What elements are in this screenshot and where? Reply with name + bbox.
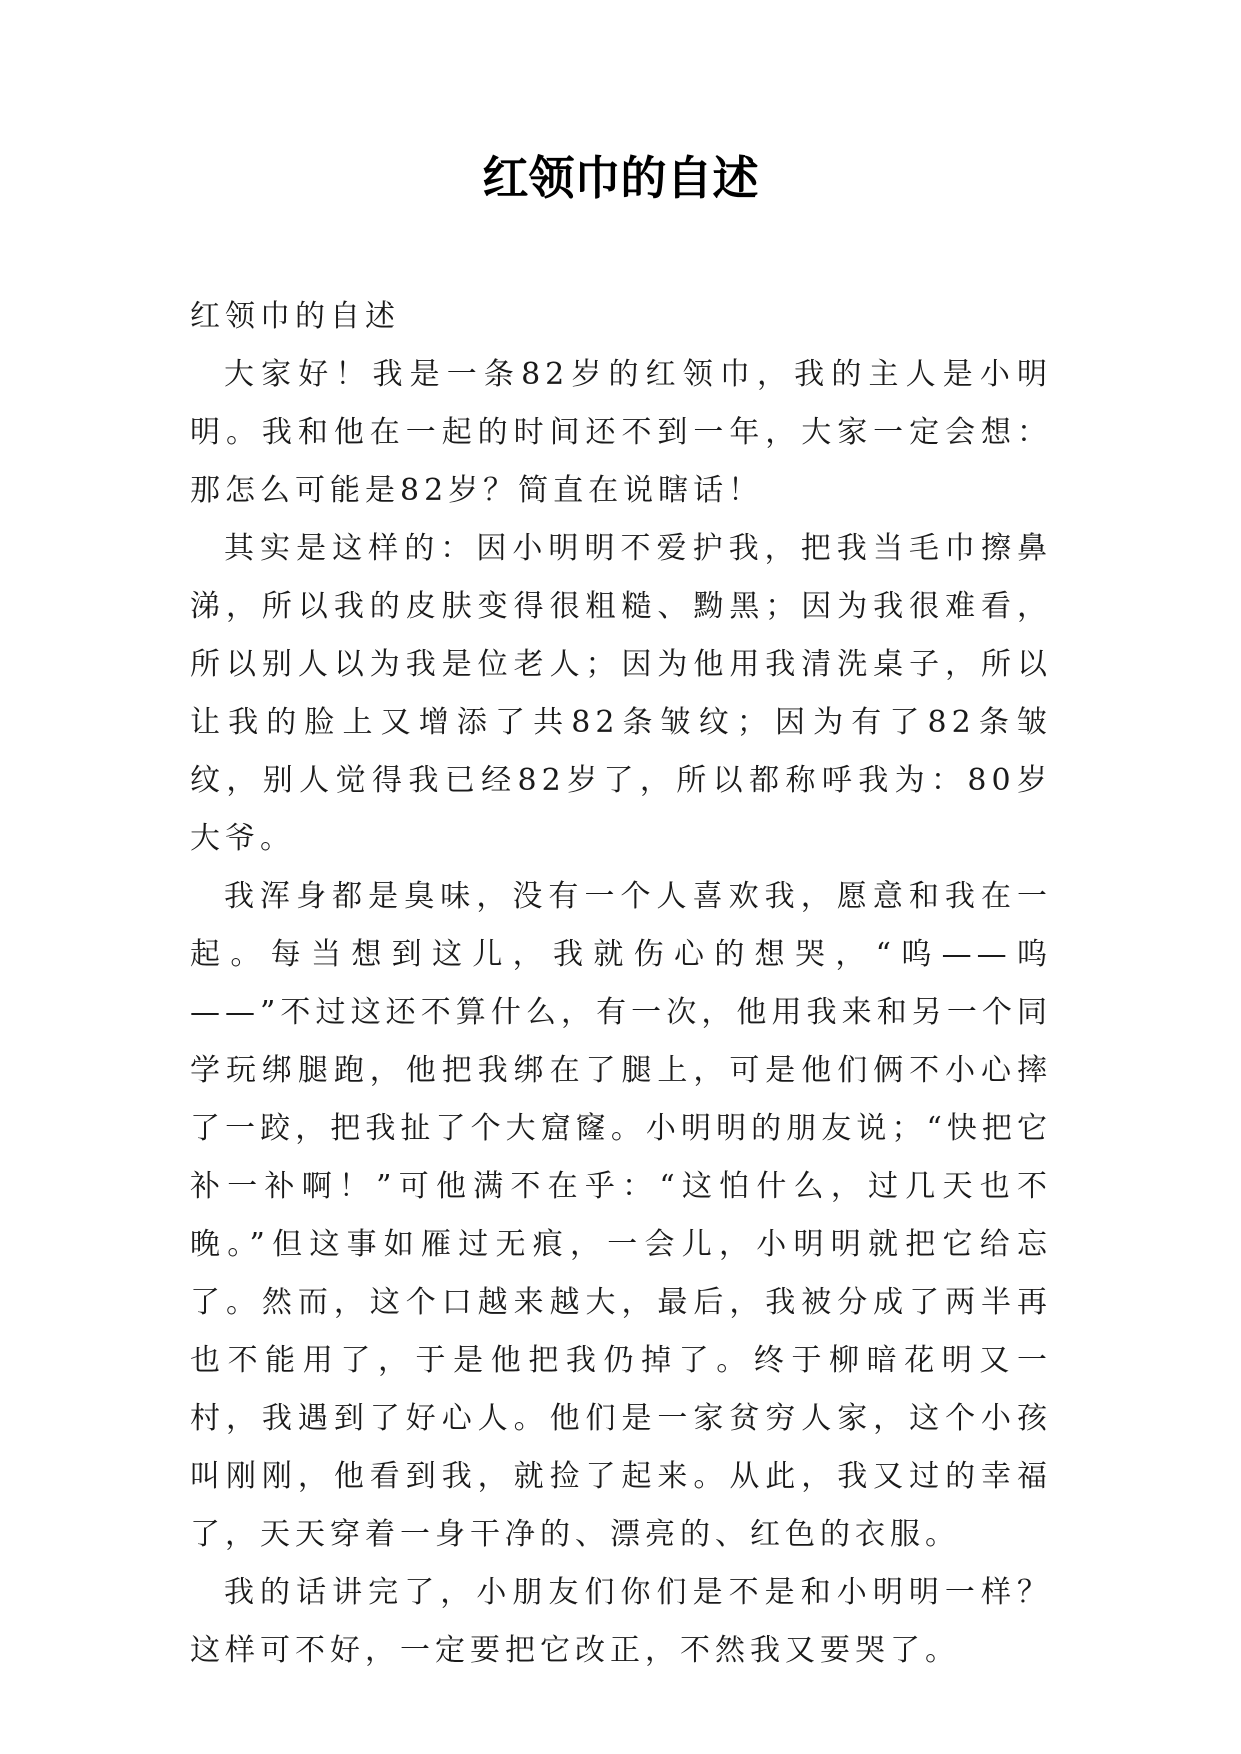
paragraph-2: 其实是这样的：因小明明不爱护我，把我当毛巾擦鼻涕，所以我的皮肤变得很粗糙、黝黑；因为我很难看，所以别人以为我是位老人；因为他用我清洗桌子，所以让我的脸上又增添了共82条皱纹；因为有了82条皱纹，别人觉得我已经82岁了，所以都称呼我为：80岁大爷。 (190, 531, 1052, 856)
document-title: 红领巾的自述 (482, 151, 759, 205)
paragraph-3: 我浑身都是臭味，没有一个人喜欢我，愿意和我在一起。每当想到这儿，我就伤心的想哭，“呜——呜——”不过这还不算什么，有一次，他用我来和另一个同学玩绑腿跑，他把我绑在了腿上，可是他们俩不小心摔了一跤，把我扯了个大窟窿。小明明的朋友说；“快把它补一补啊！”可他满不在乎：“这怕什么，过几天也不晚。”但这事如雁过无痕，一会儿，小明明就把它给忘了。然而，这个口越来越大，最后，我被分成了两半再也不能用了，于是他把我仍掉了。终于柳暗花明又一村，我遇到了好心人。他们是一家贫穷人家，这个小孩叫刚刚，他看到我，就捡了起来。从此，我又过的幸福了，天天穿着一身干净的、漂亮的、红色的衣服。 (190, 879, 1052, 1552)
document-body (190, 288, 1052, 1680)
paragraph-1: 大家好！我是一条82岁的红领巾，我的主人是小明明。我和他在一起的时间还不到一年，大家一定会想：那怎么可能是82岁？简直在说瞎话！ (190, 357, 1052, 508)
paragraph-4: 我的话讲完了，小朋友们你们是不是和小明明一样？这样可不好，一定要把它改正，不然我又要哭了。 (190, 1575, 1052, 1668)
body-subtitle: 红领巾的自述 (190, 299, 400, 334)
